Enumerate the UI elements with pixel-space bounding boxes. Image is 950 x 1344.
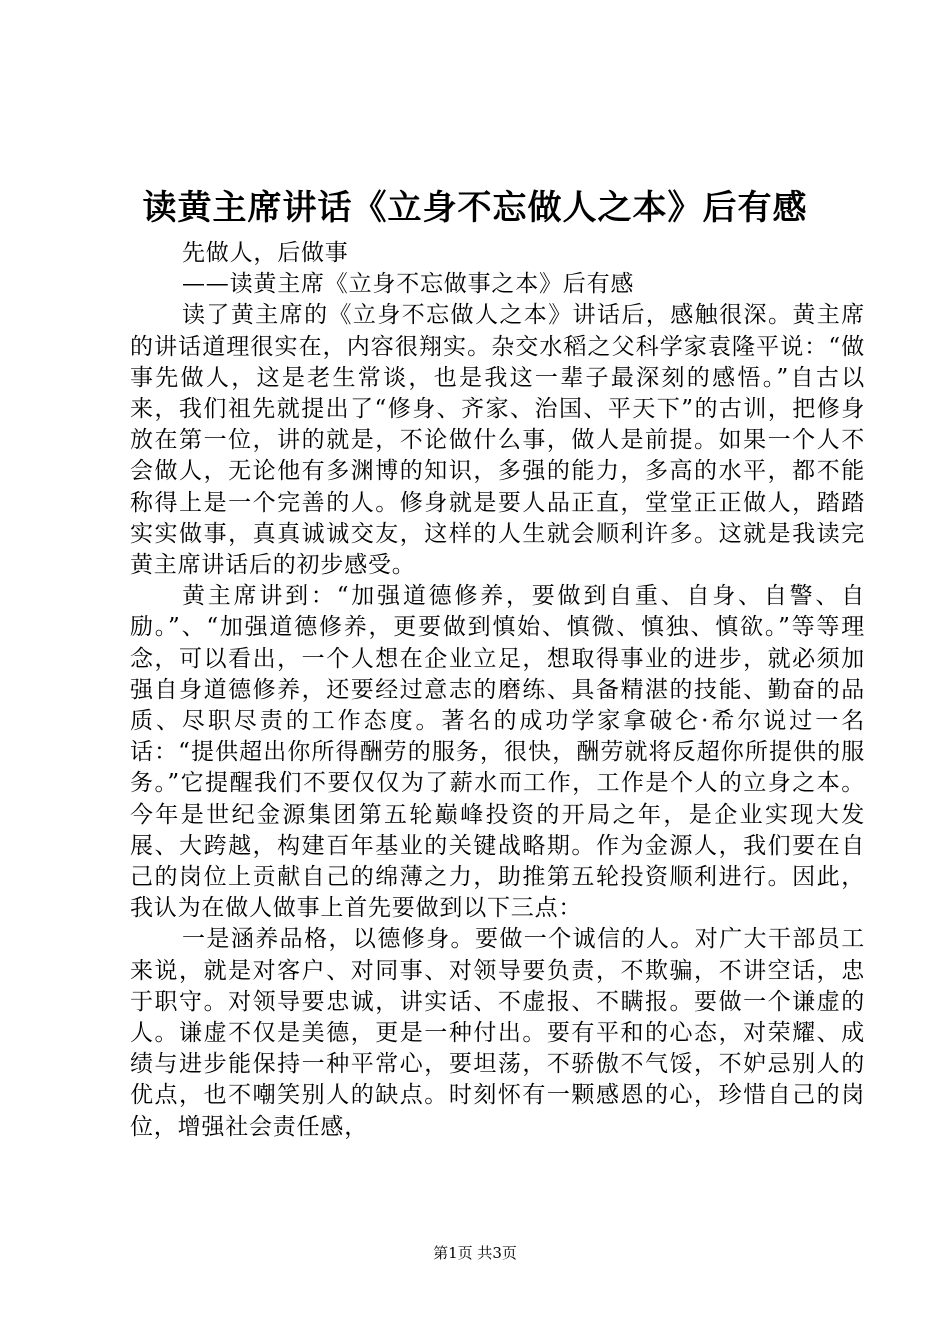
paragraph-3: 一是涵养品格，以德修身。要做一个诚信的人。对广大干部员工来说，就是对客户、对同事、对领导要负责，不欺骗，不讲空话，忠于职守。对领导要忠诚，讲实话、不虚报、不瞒报。要做一个谦虚的人。谦虚不仅是美德，更是一种付出。要有平和的心态，对荣耀、成绩与进步能保持一种平常心，要坦荡，不骄傲不气馁，不妒忌别人的优点，也不嘲笑别人的缺点。时刻怀有一颗感恩的心，珍惜自己的岗位，增强社会责任感， <box>130 926 865 1140</box>
subtitle-line-2: ——读黄主席《立身不忘做事之本》后有感 <box>182 271 635 298</box>
page-footer: 第1页 共3页 <box>433 1244 517 1262</box>
paragraph-2: 黄主席讲到：“加强道德修养，要做到自重、自身、自警、自励。”、“加强道德修养，更要做到慎始、慎微、慎独、慎欲。”等等理念，可以看出，一个人想在企业立足，想取得事业的进步，就必须加强自身道德修养，还要经过意志的磨练、具备精湛的技能、勤奋的品质、尽职尽责的工作态度。著名的成功学家拿破仑·希尔说过一名话：“提供超出你所得酬劳的服务，很快，酬劳就将反超你所提供的服务。”它提醒我们不要仅仅为了薪水而工作，工作是个人的立身之本。今年是世纪金源集团第五轮巅峰投资的开局之年，是企业实现大发展、大跨越，构建百年基业的关键战略期。作为金源人，我们要在自己的岗位上贡献自己的绵薄之力，助推第五轮投资顺利进行。因此，我认为在做人做事上首先要做到以下三点： <box>130 583 865 922</box>
paragraph-1: 读了黄主席的《立身不忘做人之本》讲话后，感触很深。黄主席的讲话道理很实在，内容很翔实。杂交水稻之父科学家袁隆平说：“做事先做人，这是老生常谈，也是我这一辈子最深刻的感悟。”自古以来，我们祖先就提出了“修身、齐家、治国、平天下”的古训，把修身放在第一位，讲的就是，不论做什么事，做人是前提。如果一个人不会做人，无论他有多渊博的知识，多强的能力，多高的水平，都不能称得上是一个完善的人。修身就是要人品正直，堂堂正正做人，踏踏实实做事，真真诚诚交友，这样的人生就会顺利许多。这就是我读完黄主席讲话后的初步感受。 <box>130 302 865 579</box>
document-title: 读黄主席讲话《立身不忘做人之本》后有感 <box>142 188 808 228</box>
document-body <box>130 238 865 1143</box>
subtitle-line-1: 先做人，后做事 <box>182 240 349 266</box>
